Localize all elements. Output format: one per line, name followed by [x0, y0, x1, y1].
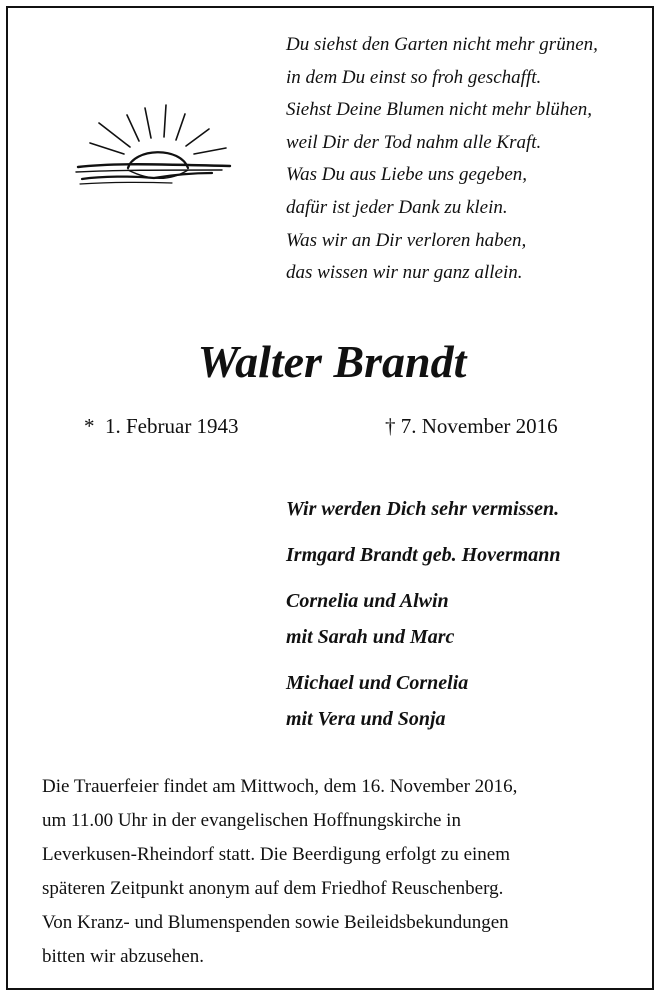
family-signatures: [286, 491, 656, 747]
poem-line: Siehst Deine Blumen nicht mehr blühen,: [286, 99, 593, 121]
family-group-line: Michael und Cornelia: [286, 672, 469, 694]
poem-line: dafür ist jeder Dank zu klein.: [286, 196, 508, 218]
notice-line: späteren Zeitpunkt anonym auf dem Friedhof Reuschenberg.: [42, 878, 504, 900]
poem-line: weil Dir der Tod nahm alle Kraft.: [286, 131, 542, 153]
farewell-message: Wir werden Dich sehr vermissen.: [286, 498, 560, 520]
notice-line: Leverkusen-Rheindorf statt. Die Beerdigung erfolgt zu einem: [42, 844, 510, 866]
memorial-poem: [286, 29, 656, 290]
family-group-line: Cornelia und Alwin: [286, 590, 449, 612]
sunset-icon: [72, 100, 232, 195]
family-group-line: mit Vera und Sonja: [286, 708, 446, 730]
notice-line: bitten wir abzusehen.: [42, 946, 204, 968]
family-group-line: mit Sarah und Marc: [286, 626, 455, 648]
poem-line: in dem Du einst so froh geschafft.: [286, 66, 542, 88]
death-date: † 7. November 2016: [385, 414, 558, 438]
notice-line: Die Trauerfeier findet am Mittwoch, dem 16. November 2016,: [42, 776, 518, 797]
birth-date: * 1. Februar 1943: [84, 414, 239, 438]
deceased-name: Walter Brandt: [197, 336, 467, 387]
poem-line: Du siehst den Garten nicht mehr grünen,: [286, 34, 598, 55]
family-group: [286, 583, 656, 655]
spouse-name: Irmgard Brandt geb. Hovermann: [286, 544, 561, 566]
notice-line: Von Kranz- und Blumenspenden sowie Beileidsbekundungen: [42, 912, 509, 934]
funeral-notice: [42, 770, 642, 975]
poem-line: das wissen wir nur ganz allein.: [286, 262, 523, 284]
poem-line: Was wir an Dir verloren haben,: [286, 229, 527, 251]
family-group: [286, 665, 656, 737]
notice-line: um 11.00 Uhr in der evangelischen Hoffnungskirche in: [42, 810, 461, 832]
poem-line: Was Du aus Liebe uns gegeben,: [286, 164, 527, 186]
